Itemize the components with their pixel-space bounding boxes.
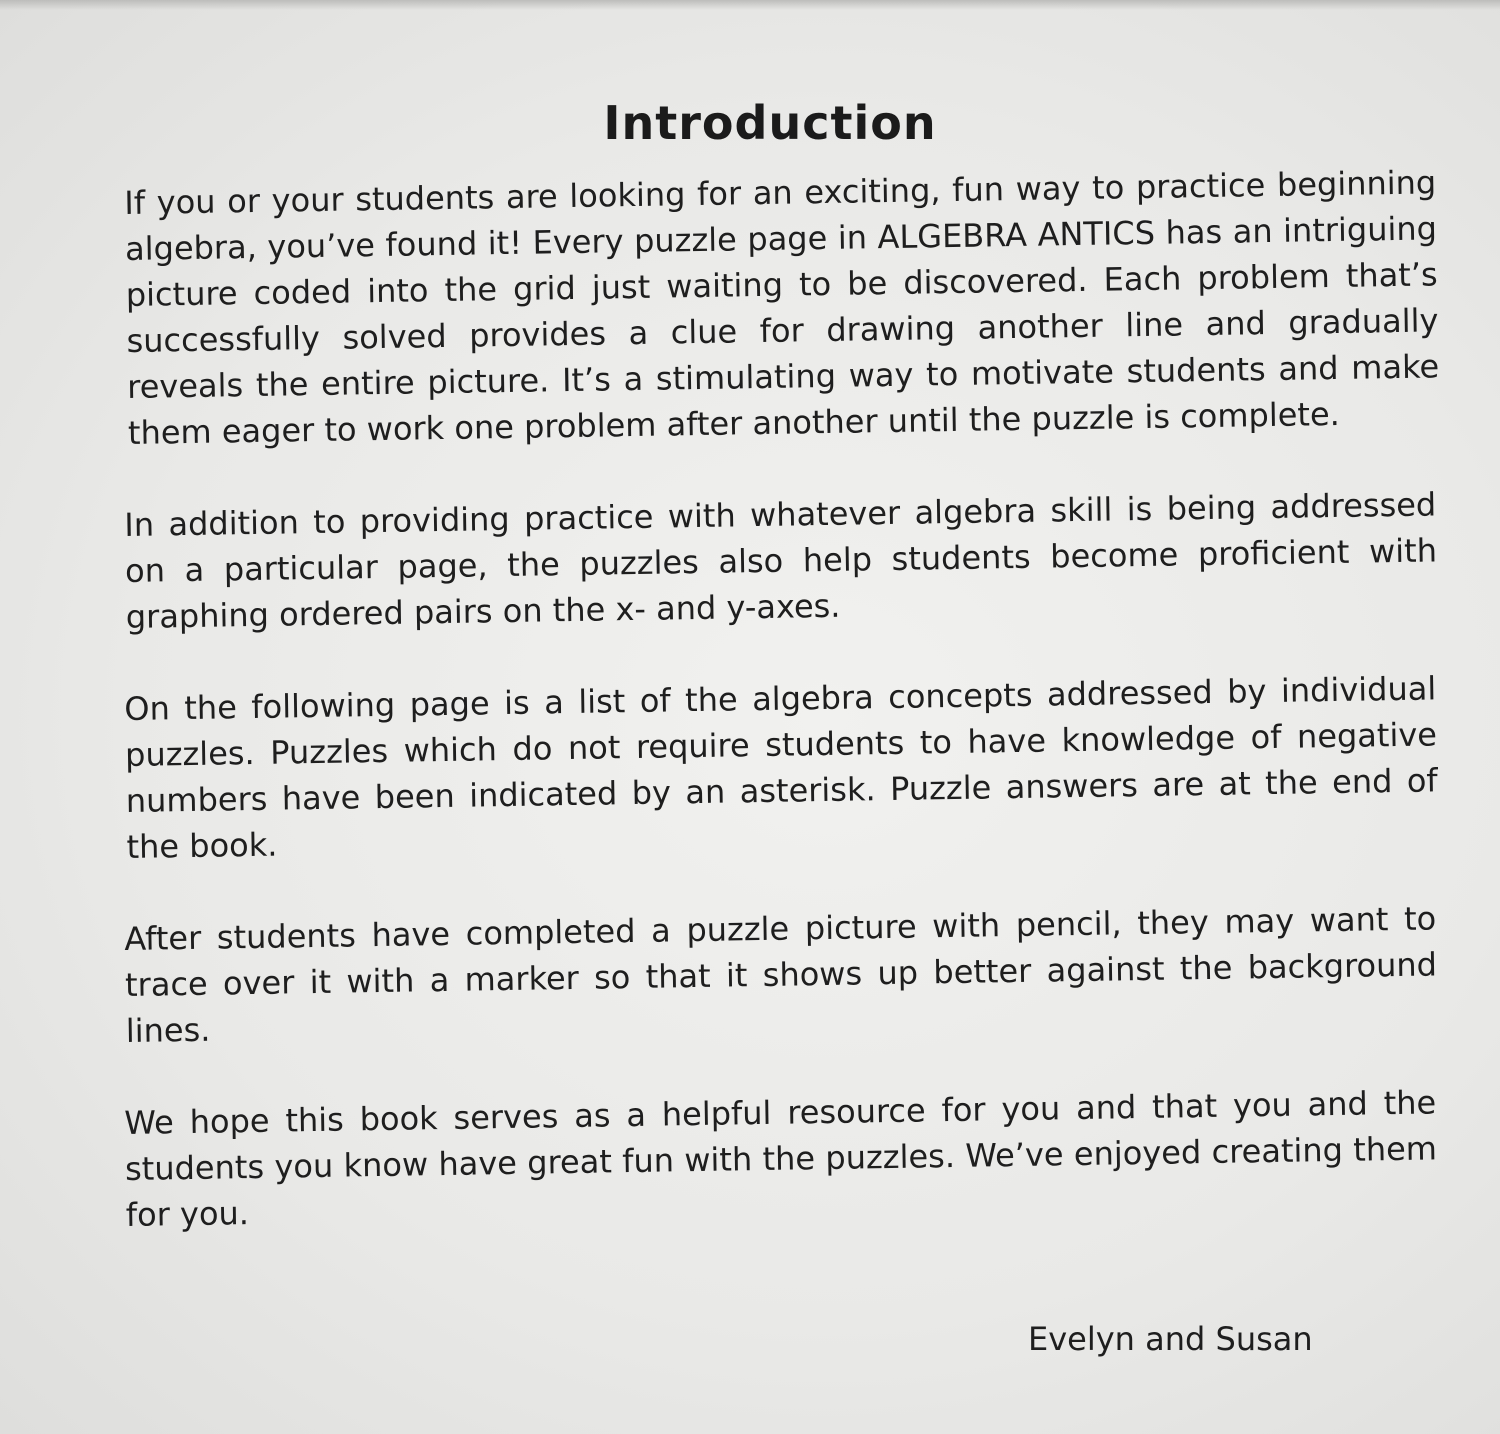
page-top-shadow xyxy=(0,0,1500,10)
paragraph-5: We hope this book serves as a helpful resource for you and that you and the students you know have great fun with the puzzles. We’ve enjoyed creating them for you. xyxy=(124,1083,1438,1234)
paragraph-1: If you or your students are looking for an exciting, fun way to practice beginning algebra, you’ve found it! Every puzzle page in ALGEBRA ANTICS has an intriguing picture coded into the grid just waiting to be discovered. Each problem that’s successfully solved provides a clue for drawing another line and gradually reveals the entire picture. It’s a stimulating way to motivate students and make them eager to work one problem after another until the puzzle is complete. xyxy=(124,163,1440,452)
paragraph-2: In addition to providing practice with whatever algebra skill is being addressed on a particular page, the puzzles also help students become proficient with graphing ordered pairs on the x- and y-axes. xyxy=(124,485,1438,636)
paragraph-4: After students have completed a puzzle picture with pencil, they may want to trace over it with a marker so that it shows up better against the background lines. xyxy=(124,899,1438,1050)
page-title: Introduction xyxy=(603,96,937,150)
introduction-body xyxy=(124,163,1440,1284)
signature: Evelyn and Susan xyxy=(1028,1320,1313,1358)
paragraph-3: On the following page is a list of the algebra concepts addressed by individual puzzles. Puzzles which do not require students to have knowledge of negative numbers have been indicated by an asterisk. Puzzle answers are at the end of the book. xyxy=(124,669,1438,866)
